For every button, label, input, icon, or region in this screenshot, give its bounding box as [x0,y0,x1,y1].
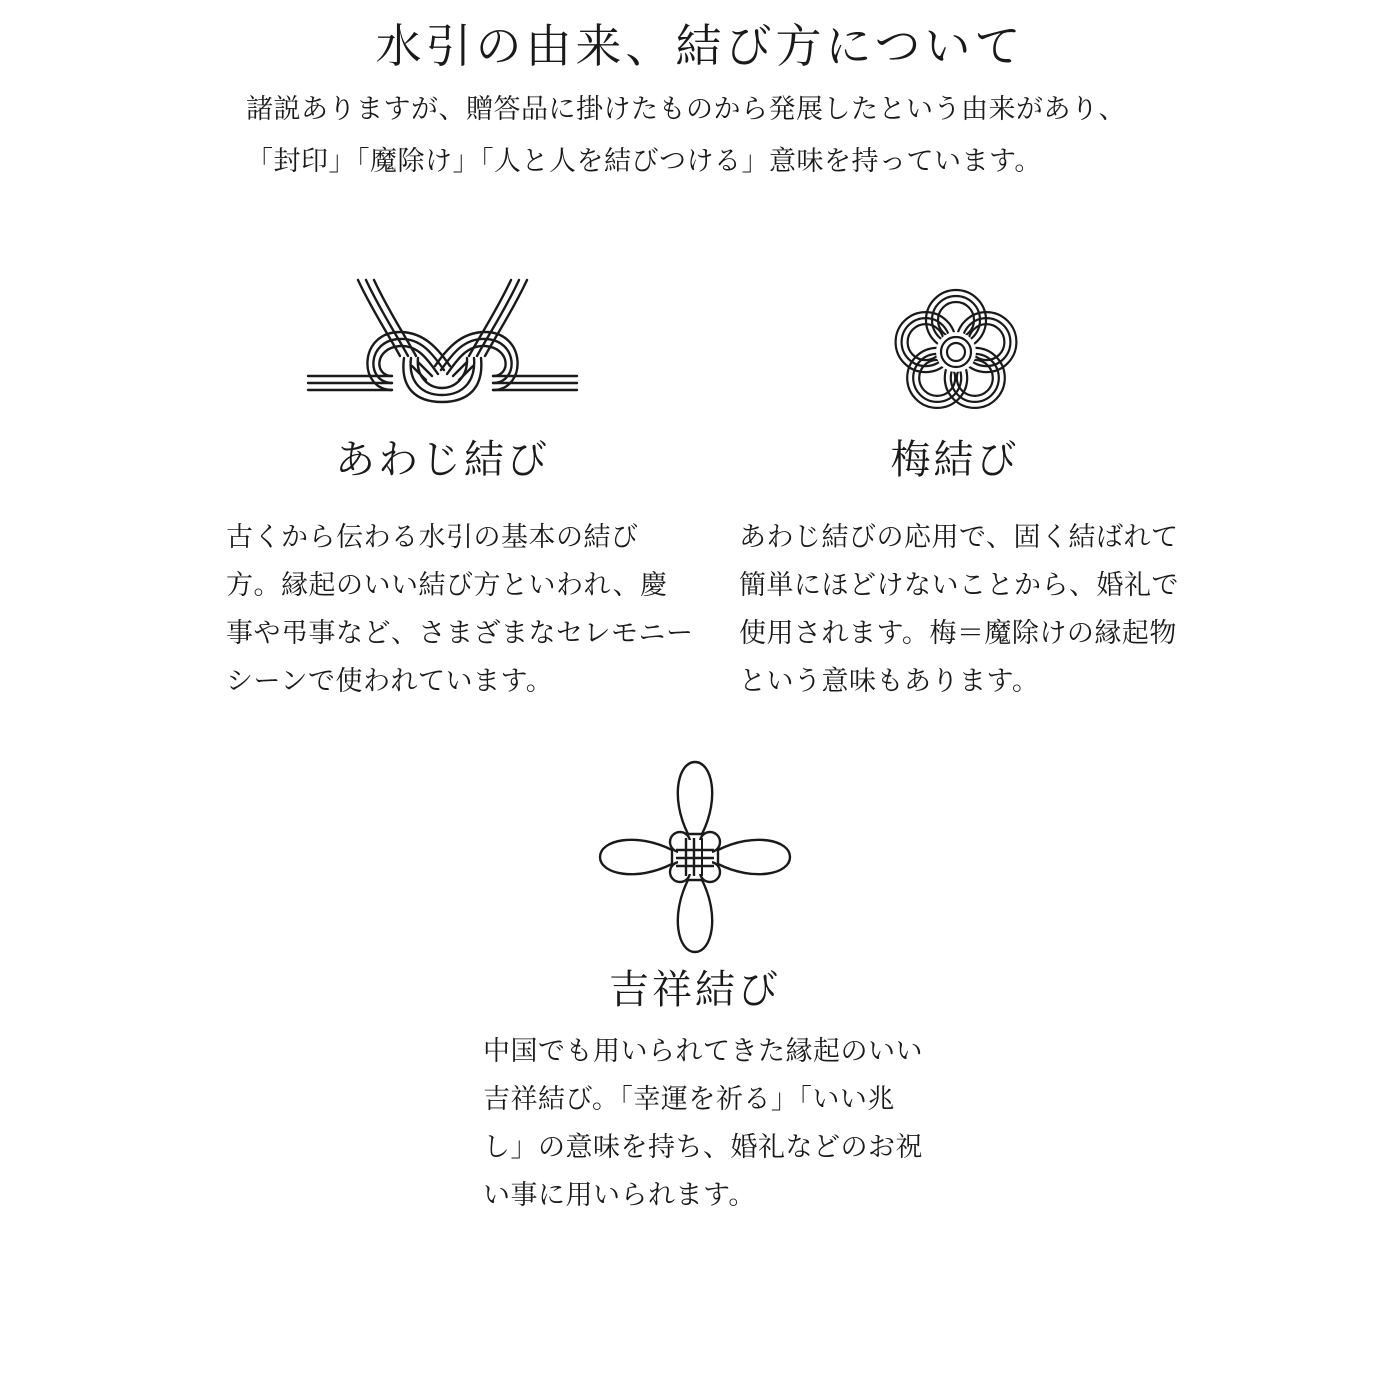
kissho-desc-line: 中国でも用いられてきた縁起のいい [483,1036,923,1067]
awaji-bottom-loop [403,358,481,402]
awaji-knot-icon [300,270,585,420]
kissho-desc-line: し」の意味を持ち、婚礼などのお祝 [483,1132,923,1163]
ume-knot-description [739,514,1199,706]
intro-text [246,84,1206,188]
awaji-desc-line: シーンで使われています。 [226,666,554,697]
kissho-left-petal [600,840,672,874]
kissho-desc-line: 吉祥結び。「幸運を祈る」「いい兆 [483,1084,895,1115]
ume-desc-line: 簡単にほどけないことから、婚礼で [739,570,1179,601]
awaji-desc-line: 事や弔事など、さまざまなセレモニー [226,618,694,649]
kissho-desc-line: い事に用いられます。 [483,1180,756,1211]
awaji-knot-name: あわじ結び [335,437,550,483]
kissho-knot-name: 吉祥結び [609,967,781,1013]
awaji-desc-line: 古くから伝わる水引の基本の結び [226,522,639,553]
ume-desc-line: あわじ結びの応用で、固く結ばれて [739,522,1179,553]
ume-desc-line: 使用されます。梅＝魔除けの縁起物 [739,618,1177,649]
kissho-knot-icon [596,758,794,956]
awaji-right-loop [435,332,518,390]
awaji-left-cords [358,280,416,356]
intro-line-2: 「封印」「魔除け」「人と人を結びつける」意味を持っています。 [246,146,1042,177]
kissho-knot-description [483,1028,943,1220]
kissho-top-petal [678,762,712,834]
awaji-right-cords [469,280,527,356]
intro-line-1: 諸説ありますが、贈答品に掛けたものから発展したという由来があり、 [246,94,1126,125]
kissho-right-petal [718,840,790,874]
ume-knot-name: 梅結び [890,437,1020,483]
page-title: 水引の由来、結び方について [375,19,1025,73]
ume-desc-line: という意味もあります。 [739,666,1040,697]
kissho-bottom-petal [678,880,712,952]
awaji-knot-description [226,514,694,706]
ume-knot-icon [888,286,1024,414]
awaji-desc-line: 方。縁起のいい結び方といわれ、慶 [226,570,668,601]
ume-petals [896,290,1017,408]
